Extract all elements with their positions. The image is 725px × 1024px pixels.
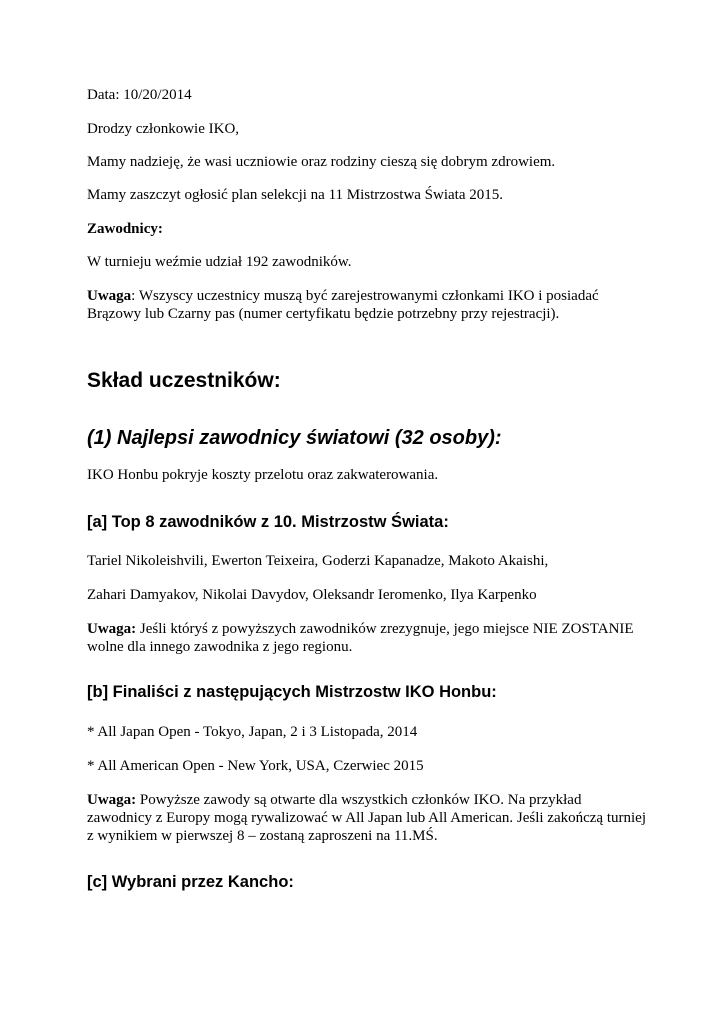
competitors-note: [87, 287, 647, 323]
note-text: Powyższe zawody są otwarte dla wszystkich członków IKO. Na przykład zawodnicy z Europy mogą rywalizować w All Japan lub All American. Jeśli zakończą turniej z wynikiem w pierwszej 8 – zostaną zaproszeni na 11.MŚ.: [87, 792, 646, 844]
competitors-heading: Zawodnicy:: [87, 221, 163, 237]
roster-heading: Skład uczestników:: [87, 369, 281, 392]
section-b-item1: * All Japan Open - Tokyo, Japan, 2 i 3 Listopada, 2014: [87, 724, 418, 740]
note-text: Jeśli któryś z powyższych zawodników zrezygnuje, jego miejsce NIE ZOSTANIE wolne dla innego zawodnika z jego regionu.: [87, 621, 634, 655]
competitors-count: W turnieju weźmie udział 192 zawodników.: [87, 254, 352, 270]
section-b-heading: [b] Finaliści z następujących Mistrzostw IKO Honbu:: [87, 683, 497, 701]
announcement-paragraph: Mamy zaszczyt ogłosić plan selekcji na 11 Mistrzostwa Świata 2015.: [87, 187, 504, 203]
note-label: Uwaga:: [87, 621, 137, 637]
section-a-names-line1: Tariel Nikoleishvili, Ewerton Teixeira, Goderzi Kapanadze, Makoto Akaishi,: [87, 553, 549, 569]
greeting: Drodzy członkowie IKO,: [87, 121, 240, 137]
section-b-note: [87, 791, 647, 845]
section-b-item2: * All American Open - New York, USA, Czerwiec 2015: [87, 758, 424, 774]
section-c-heading: [c] Wybrani przez Kancho:: [87, 873, 294, 891]
note-text: : Wszyscy uczestnicy muszą być zarejestrowanymi członkami IKO i posiadać Brązowy lub Czarny pas (numer certyfikatu będzie potrzebny przy rejestracji).: [87, 288, 599, 322]
note-label: Uwaga:: [87, 792, 137, 808]
section-a-note: [87, 620, 647, 656]
note-label: Uwaga: [87, 288, 132, 304]
section-a-heading: [a] Top 8 zawodników z 10. Mistrzostw Świata:: [87, 513, 449, 531]
group1-text: IKO Honbu pokryje koszty przelotu oraz zakwaterowania.: [87, 467, 439, 483]
wishes-paragraph: Mamy nadzieję, że wasi uczniowie oraz rodziny cieszą się dobrym zdrowiem.: [87, 154, 556, 170]
section-a-names-line2: Zahari Damyakov, Nikolai Davydov, Oleksandr Ieromenko, Ilya Karpenko: [87, 587, 537, 603]
group1-heading: (1) Najlepsi zawodnicy światowi (32 osoby):: [87, 427, 502, 449]
date-line: Data: 10/20/2014: [87, 87, 192, 103]
